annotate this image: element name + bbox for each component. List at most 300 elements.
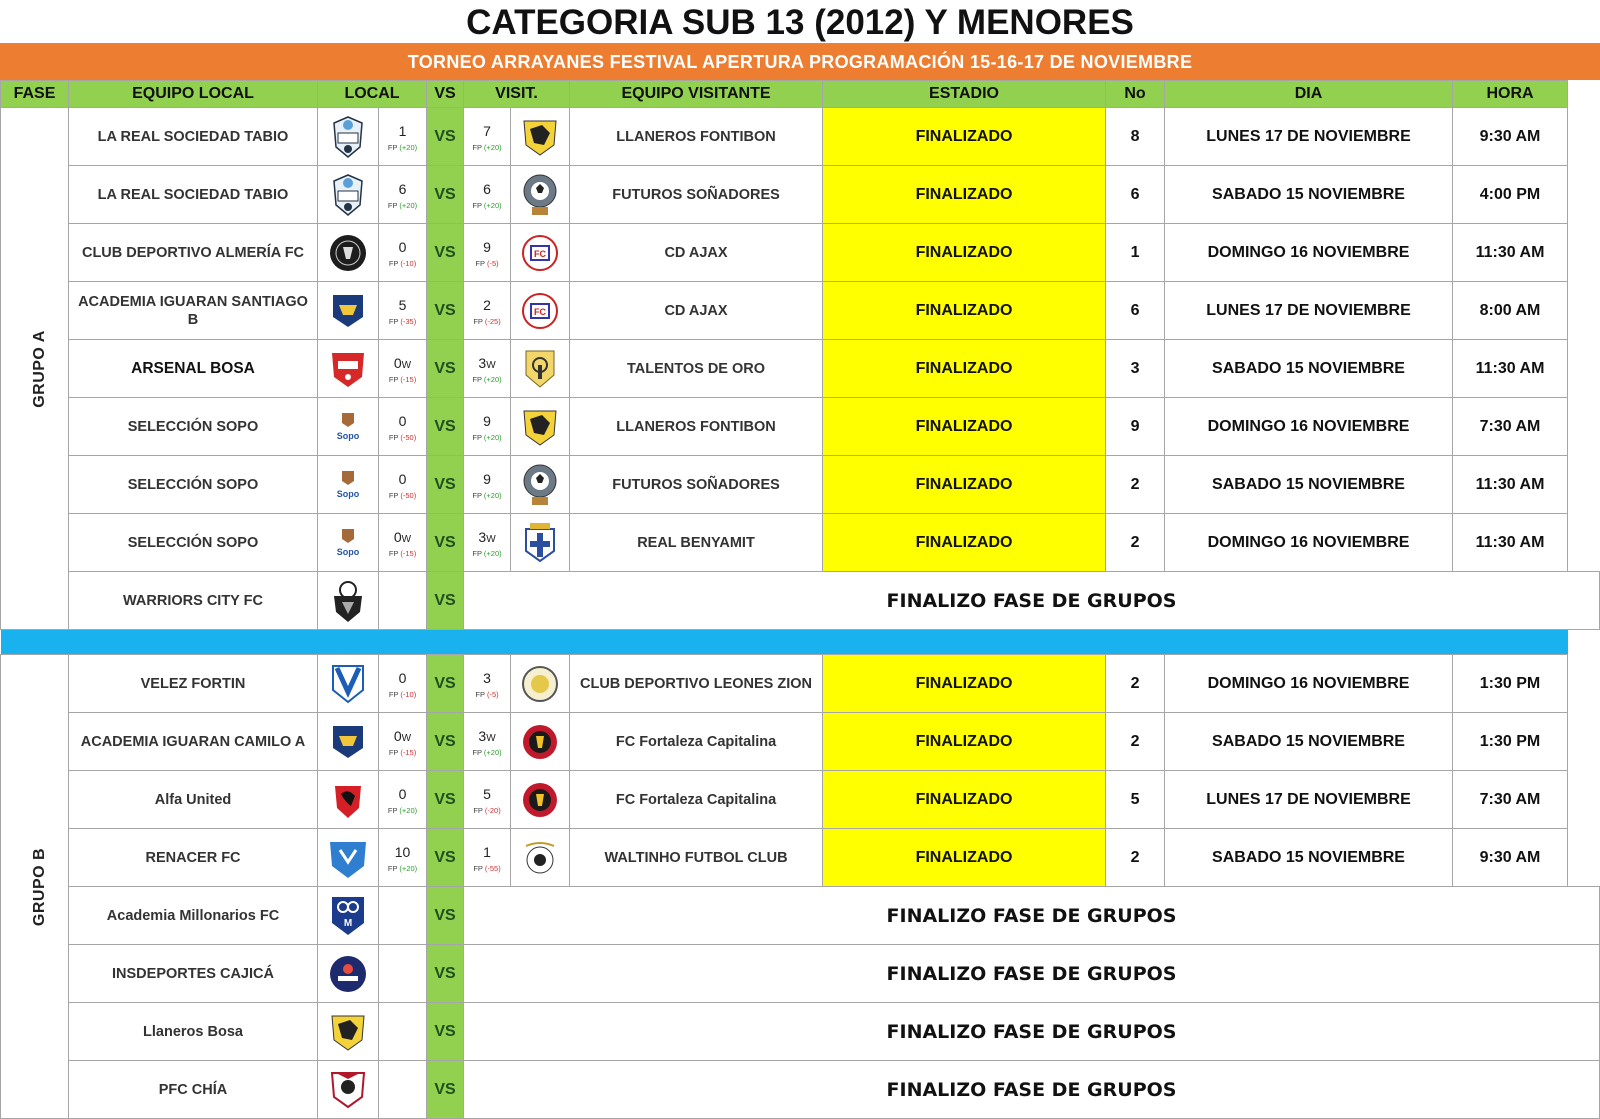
local-crest bbox=[318, 456, 379, 514]
local-team-name: Academia Millonarios FC bbox=[106, 907, 280, 924]
local-crest bbox=[318, 572, 379, 630]
visit-team-name: REAL BENYAMIT bbox=[637, 534, 755, 551]
fair-play-value: (-15) bbox=[400, 549, 417, 558]
header-dia: DIA bbox=[1165, 81, 1453, 108]
fair-play-value: (-35) bbox=[400, 317, 417, 326]
fair-play-points bbox=[379, 748, 426, 757]
vs-cell bbox=[427, 398, 464, 456]
arsenal-crest-icon bbox=[318, 347, 378, 391]
status-label: FINALIZADO bbox=[915, 475, 1013, 493]
match-number bbox=[1106, 166, 1165, 224]
status-cell bbox=[823, 282, 1106, 340]
local-team-name: INSDEPORTES CAJICÁ bbox=[112, 965, 274, 982]
status-cell bbox=[823, 771, 1106, 829]
iguaran-crest-icon bbox=[318, 722, 378, 762]
vs-label: VS bbox=[434, 591, 456, 609]
fair-play-points bbox=[464, 201, 510, 210]
score-number: 2 bbox=[483, 297, 491, 313]
match-number bbox=[1106, 514, 1165, 572]
status-label: FINALIZADO bbox=[915, 674, 1013, 692]
visit-team bbox=[570, 166, 823, 224]
visit-crest bbox=[511, 829, 570, 887]
fair-play-label: FP bbox=[388, 317, 399, 326]
local-team bbox=[69, 655, 318, 713]
visit-team-name: CD AJAX bbox=[664, 302, 728, 319]
local-team-name: LA REAL SOCIEDAD TABIO bbox=[97, 128, 289, 145]
vs-cell bbox=[427, 514, 464, 572]
group-finished-text: FINALIZO FASE DE GRUPOS bbox=[886, 904, 1177, 927]
score-value bbox=[464, 239, 510, 255]
vs-cell bbox=[427, 1003, 464, 1061]
insdeportes-crest-icon bbox=[318, 954, 378, 994]
vs-label: VS bbox=[434, 1080, 456, 1098]
svg-text:FC: FC bbox=[534, 306, 547, 317]
fair-play-points bbox=[379, 201, 426, 210]
fair-play-value: (-10) bbox=[400, 259, 417, 268]
vs-label: VS bbox=[434, 359, 456, 377]
group-finished-text: FINALIZO FASE DE GRUPOS bbox=[886, 589, 1177, 612]
vs-cell bbox=[427, 340, 464, 398]
match-number bbox=[1106, 340, 1165, 398]
score-value bbox=[464, 123, 510, 139]
score-number: 0 bbox=[398, 413, 407, 429]
fair-play-value: (-5) bbox=[486, 259, 499, 268]
fair-play-label: FP bbox=[472, 375, 482, 384]
visit-crest bbox=[511, 655, 570, 713]
match-time-value: 1:30 PM bbox=[1479, 732, 1541, 750]
walkover-marker: W bbox=[486, 733, 496, 744]
fair-play-value: (+20) bbox=[483, 549, 502, 558]
group-finished-message bbox=[464, 572, 1600, 630]
fair-play-value: (-5) bbox=[486, 690, 499, 699]
visit-score bbox=[464, 771, 511, 829]
group-finished-message bbox=[464, 945, 1600, 1003]
match-row bbox=[1, 829, 1600, 887]
score-value bbox=[379, 355, 426, 371]
visit-team bbox=[570, 829, 823, 887]
local-team-name: SELECCIÓN SOPO bbox=[127, 534, 259, 551]
status-label: FINALIZADO bbox=[915, 732, 1013, 750]
fair-play-label: FP bbox=[388, 549, 399, 558]
visit-score bbox=[464, 282, 511, 340]
score-value bbox=[379, 529, 426, 545]
visit-score bbox=[464, 166, 511, 224]
match-number bbox=[1106, 398, 1165, 456]
fair-play-label: FP bbox=[388, 375, 399, 384]
score-number: 5 bbox=[483, 786, 491, 802]
match-day bbox=[1165, 514, 1453, 572]
vs-label: VS bbox=[434, 674, 456, 692]
match-day-value: SABADO 15 NOVIEMBRE bbox=[1212, 185, 1405, 203]
vs-label: VS bbox=[434, 848, 456, 866]
llaneros-crest-icon bbox=[511, 405, 569, 449]
local-team bbox=[69, 1061, 318, 1119]
match-day-value: LUNES 17 DE NOVIEMBRE bbox=[1206, 127, 1411, 145]
match-number bbox=[1106, 456, 1165, 514]
visit-team bbox=[570, 771, 823, 829]
group-finished-text: FINALIZO FASE DE GRUPOS bbox=[886, 962, 1177, 985]
vs-cell bbox=[427, 1061, 464, 1119]
local-crest bbox=[318, 829, 379, 887]
score-value bbox=[464, 786, 510, 802]
score-number: 3 bbox=[478, 728, 487, 744]
fair-play-value: (+20) bbox=[399, 864, 418, 873]
group-finished-message bbox=[464, 887, 1600, 945]
status-cell bbox=[823, 514, 1106, 572]
header-visit: VISIT. bbox=[464, 81, 570, 108]
vs-label: VS bbox=[434, 475, 456, 493]
visit-score bbox=[464, 108, 511, 166]
tabio-crest-icon bbox=[318, 113, 378, 161]
vs-cell bbox=[427, 829, 464, 887]
local-team bbox=[69, 945, 318, 1003]
score-value bbox=[379, 728, 426, 744]
local-team-name: ACADEMIA IGUARAN CAMILO A bbox=[80, 733, 306, 750]
score-number: 6 bbox=[398, 181, 407, 197]
score-number: 1 bbox=[398, 123, 407, 139]
fair-play-value: (-50) bbox=[400, 491, 417, 500]
vs-cell bbox=[427, 945, 464, 1003]
local-crest bbox=[318, 166, 379, 224]
header-visit-team: EQUIPO VISITANTE bbox=[570, 81, 823, 108]
local-team bbox=[69, 1003, 318, 1061]
fair-play-points bbox=[379, 317, 426, 326]
warriors-crest-icon bbox=[318, 578, 378, 624]
leones-crest-icon bbox=[511, 664, 569, 704]
fair-play-label: FP bbox=[472, 201, 482, 210]
local-score bbox=[379, 108, 427, 166]
status-label: FINALIZADO bbox=[915, 185, 1013, 203]
match-row bbox=[1, 713, 1600, 771]
match-number-value: 2 bbox=[1130, 848, 1140, 866]
score-number: 0 bbox=[398, 239, 407, 255]
fair-play-value: (-25) bbox=[484, 317, 501, 326]
local-team bbox=[69, 887, 318, 945]
visit-team-name: WALTINHO FUTBOL CLUB bbox=[604, 849, 788, 866]
match-day-value: DOMINGO 16 NOVIEMBRE bbox=[1207, 417, 1410, 435]
local-crest bbox=[318, 282, 379, 340]
fair-play-points bbox=[379, 433, 426, 442]
match-day bbox=[1165, 224, 1453, 282]
match-time-value: 11:30 AM bbox=[1475, 243, 1545, 261]
local-team-name: PFC CHÍA bbox=[158, 1081, 228, 1098]
status-label: FINALIZADO bbox=[915, 301, 1013, 319]
fair-play-points bbox=[464, 806, 510, 815]
local-team bbox=[69, 224, 318, 282]
local-crest bbox=[318, 398, 379, 456]
vs-label: VS bbox=[434, 732, 456, 750]
local-score bbox=[379, 829, 427, 887]
group-label: GRUPO B bbox=[31, 847, 49, 926]
fair-play-points bbox=[379, 690, 426, 699]
score-number: 0 bbox=[398, 471, 407, 487]
vs-label: VS bbox=[434, 185, 456, 203]
vs-cell bbox=[427, 713, 464, 771]
fair-play-label: FP bbox=[387, 201, 398, 210]
local-team-name: ARSENAL BOSA bbox=[131, 359, 255, 377]
match-time bbox=[1453, 340, 1568, 398]
score-value bbox=[464, 529, 510, 545]
fair-play-value: (-15) bbox=[400, 375, 417, 384]
match-time-value: 11:30 AM bbox=[1475, 533, 1545, 551]
ajax-crest-icon bbox=[511, 291, 569, 331]
fortaleza-crest-icon bbox=[511, 722, 569, 762]
fair-play-label: FP bbox=[388, 690, 399, 699]
status-cell bbox=[823, 829, 1106, 887]
local-team bbox=[69, 514, 318, 572]
visit-team-name: FC Fortaleza Capitalina bbox=[615, 791, 777, 808]
score-number: 3 bbox=[483, 670, 491, 686]
local-team-name: ACADEMIA IGUARAN SANTIAGO B bbox=[78, 293, 308, 328]
visit-score bbox=[464, 655, 511, 713]
match-day-value: DOMINGO 16 NOVIEMBRE bbox=[1207, 243, 1410, 261]
match-number bbox=[1106, 829, 1165, 887]
fair-play-points bbox=[379, 375, 426, 384]
local-crest bbox=[318, 514, 379, 572]
vs-cell bbox=[427, 572, 464, 630]
group-label-cell bbox=[1, 108, 69, 630]
visit-team bbox=[570, 282, 823, 340]
futuros-crest-icon bbox=[511, 171, 569, 219]
fair-play-value: (+20) bbox=[399, 806, 418, 815]
fair-play-value: (-10) bbox=[400, 690, 417, 699]
match-time-value: 7:30 AM bbox=[1479, 417, 1541, 435]
group-separator bbox=[1, 630, 1600, 655]
match-row bbox=[1, 166, 1600, 224]
match-time bbox=[1453, 713, 1568, 771]
score-number: 0 bbox=[398, 670, 407, 686]
fair-play-value: (-55) bbox=[484, 864, 501, 873]
match-time-value: 9:30 AM bbox=[1479, 848, 1541, 866]
talentos-crest-icon bbox=[511, 347, 569, 391]
local-crest bbox=[318, 771, 379, 829]
match-time-value: 7:30 AM bbox=[1479, 790, 1541, 808]
visit-crest bbox=[511, 224, 570, 282]
visit-team-name: FC Fortaleza Capitalina bbox=[615, 733, 777, 750]
fair-play-points bbox=[379, 143, 426, 152]
match-day-value: DOMINGO 16 NOVIEMBRE bbox=[1207, 533, 1410, 551]
match-number bbox=[1106, 713, 1165, 771]
visit-team-name: TALENTOS DE ORO bbox=[627, 360, 766, 377]
separator-row bbox=[1, 630, 1600, 655]
score-value bbox=[379, 844, 426, 860]
fair-play-label: FP bbox=[388, 433, 399, 442]
score-value bbox=[464, 297, 510, 313]
visit-crest bbox=[511, 771, 570, 829]
local-crest bbox=[318, 224, 379, 282]
match-number bbox=[1106, 224, 1165, 282]
match-time bbox=[1453, 398, 1568, 456]
match-time-value: 9:30 AM bbox=[1479, 127, 1541, 145]
match-number bbox=[1106, 282, 1165, 340]
local-team bbox=[69, 771, 318, 829]
match-number-value: 9 bbox=[1130, 417, 1140, 435]
match-number-value: 6 bbox=[1130, 301, 1140, 319]
match-time-value: 8:00 AM bbox=[1479, 301, 1541, 319]
visit-crest bbox=[511, 166, 570, 224]
match-row bbox=[1, 282, 1600, 340]
visit-team bbox=[570, 713, 823, 771]
match-day-value: SABADO 15 NOVIEMBRE bbox=[1212, 732, 1405, 750]
match-day-value: LUNES 17 DE NOVIEMBRE bbox=[1206, 301, 1411, 319]
fair-play-label: FP bbox=[472, 748, 482, 757]
local-score bbox=[379, 224, 427, 282]
status-cell bbox=[823, 713, 1106, 771]
score-number: 0 bbox=[398, 786, 407, 802]
sopo-crest-icon bbox=[318, 527, 378, 559]
group-label: GRUPO A bbox=[30, 329, 48, 408]
vs-cell bbox=[427, 282, 464, 340]
visit-team-name: CD AJAX bbox=[664, 244, 728, 261]
match-time bbox=[1453, 655, 1568, 713]
walkover-marker: W bbox=[486, 534, 496, 545]
header-fase: FASE bbox=[1, 81, 69, 108]
match-number-value: 6 bbox=[1130, 185, 1140, 203]
score-number: 9 bbox=[483, 239, 491, 255]
score-number: 7 bbox=[483, 123, 491, 139]
fair-play-points bbox=[464, 375, 510, 384]
local-score bbox=[379, 514, 427, 572]
match-number-value: 8 bbox=[1130, 127, 1140, 145]
match-number-value: 1 bbox=[1130, 243, 1140, 261]
visit-score bbox=[464, 340, 511, 398]
vs-label: VS bbox=[434, 417, 456, 435]
status-label: FINALIZADO bbox=[915, 243, 1013, 261]
status-label: FINALIZADO bbox=[915, 127, 1013, 145]
fair-play-value: (+20) bbox=[483, 143, 502, 152]
local-score bbox=[379, 282, 427, 340]
alfa-crest-icon bbox=[318, 780, 378, 820]
visit-team bbox=[570, 514, 823, 572]
vs-cell bbox=[427, 166, 464, 224]
match-time-value: 11:30 AM bbox=[1475, 359, 1545, 377]
group-b-body bbox=[1, 655, 1600, 1119]
match-time bbox=[1453, 771, 1568, 829]
match-number-value: 3 bbox=[1130, 359, 1140, 377]
schedule-table bbox=[0, 80, 1600, 1119]
visit-score bbox=[464, 514, 511, 572]
walkover-marker: W bbox=[401, 534, 412, 545]
score-value bbox=[464, 181, 510, 197]
match-day bbox=[1165, 340, 1453, 398]
bye-row bbox=[1, 945, 1600, 1003]
match-row bbox=[1, 655, 1600, 713]
local-team-name: CLUB DEPORTIVO ALMERÍA FC bbox=[81, 244, 305, 261]
local-team bbox=[69, 713, 318, 771]
local-score bbox=[379, 166, 427, 224]
llaneros-crest-icon bbox=[511, 115, 569, 159]
visit-team bbox=[570, 224, 823, 282]
match-time-value: 4:00 PM bbox=[1479, 185, 1541, 203]
vs-label: VS bbox=[434, 127, 456, 145]
score-number: 3 bbox=[478, 529, 487, 545]
status-cell bbox=[823, 340, 1106, 398]
local-crest bbox=[318, 887, 379, 945]
status-cell bbox=[823, 398, 1106, 456]
group-finished-text: FINALIZO FASE DE GRUPOS bbox=[886, 1078, 1177, 1101]
match-day bbox=[1165, 398, 1453, 456]
match-time bbox=[1453, 224, 1568, 282]
score-value bbox=[379, 181, 426, 197]
fair-play-points bbox=[464, 259, 510, 268]
walkover-marker: W bbox=[401, 360, 412, 371]
local-team bbox=[69, 282, 318, 340]
fair-play-points bbox=[464, 491, 510, 500]
local-score bbox=[379, 398, 427, 456]
match-row bbox=[1, 398, 1600, 456]
match-day bbox=[1165, 456, 1453, 514]
fair-play-label: FP bbox=[473, 317, 483, 326]
tournament-subtitle: TORNEO ARRAYANES FESTIVAL APERTURA PROGRAMACIÓN 15-16-17 DE NOVIEMBRE bbox=[0, 44, 1600, 80]
group-finished-message bbox=[464, 1003, 1600, 1061]
match-time-value: 1:30 PM bbox=[1479, 674, 1541, 692]
local-score bbox=[379, 655, 427, 713]
header-hora: HORA bbox=[1453, 81, 1568, 108]
local-team-name: LA REAL SOCIEDAD TABIO bbox=[97, 186, 289, 203]
score-number: 1 bbox=[483, 844, 491, 860]
match-time bbox=[1453, 108, 1568, 166]
fair-play-label: FP bbox=[472, 491, 482, 500]
match-time-value: 11:30 AM bbox=[1475, 475, 1545, 493]
fair-play-points bbox=[464, 864, 510, 873]
visit-score bbox=[464, 829, 511, 887]
local-team bbox=[69, 829, 318, 887]
sopo-crest-icon bbox=[318, 411, 378, 443]
vs-cell bbox=[427, 456, 464, 514]
empty-score bbox=[379, 572, 427, 630]
match-day bbox=[1165, 166, 1453, 224]
match-time bbox=[1453, 282, 1568, 340]
match-row bbox=[1, 108, 1600, 166]
fair-play-label: FP bbox=[387, 143, 398, 152]
velez-crest-icon bbox=[318, 662, 378, 706]
local-score bbox=[379, 340, 427, 398]
bye-row bbox=[1, 1061, 1600, 1119]
match-day bbox=[1165, 713, 1453, 771]
visit-score bbox=[464, 398, 511, 456]
local-score bbox=[379, 771, 427, 829]
fair-play-value: (+20) bbox=[483, 491, 502, 500]
score-value bbox=[379, 786, 426, 802]
match-day bbox=[1165, 829, 1453, 887]
visit-team bbox=[570, 456, 823, 514]
fair-play-label: FP bbox=[388, 748, 399, 757]
match-time bbox=[1453, 166, 1568, 224]
fair-play-label: FP bbox=[473, 806, 483, 815]
match-time bbox=[1453, 456, 1568, 514]
match-number-value: 2 bbox=[1130, 475, 1140, 493]
fair-play-points bbox=[464, 690, 510, 699]
local-team bbox=[69, 572, 318, 630]
status-cell bbox=[823, 655, 1106, 713]
score-value bbox=[379, 670, 426, 686]
bye-row bbox=[1, 1003, 1600, 1061]
fair-play-label: FP bbox=[475, 690, 485, 699]
fair-play-label: FP bbox=[472, 143, 482, 152]
fair-play-points bbox=[464, 143, 510, 152]
empty-score bbox=[379, 1003, 427, 1061]
fair-play-label: FP bbox=[472, 549, 482, 558]
fair-play-label: FP bbox=[387, 864, 398, 873]
score-number: 10 bbox=[394, 844, 411, 860]
svg-text:Sopo: Sopo bbox=[336, 488, 360, 499]
local-team bbox=[69, 398, 318, 456]
fair-play-points bbox=[464, 748, 510, 757]
fair-play-value: (+20) bbox=[399, 201, 418, 210]
match-number-value: 2 bbox=[1130, 732, 1140, 750]
fair-play-value: (+20) bbox=[483, 748, 502, 757]
group-finished-message bbox=[464, 1061, 1600, 1119]
